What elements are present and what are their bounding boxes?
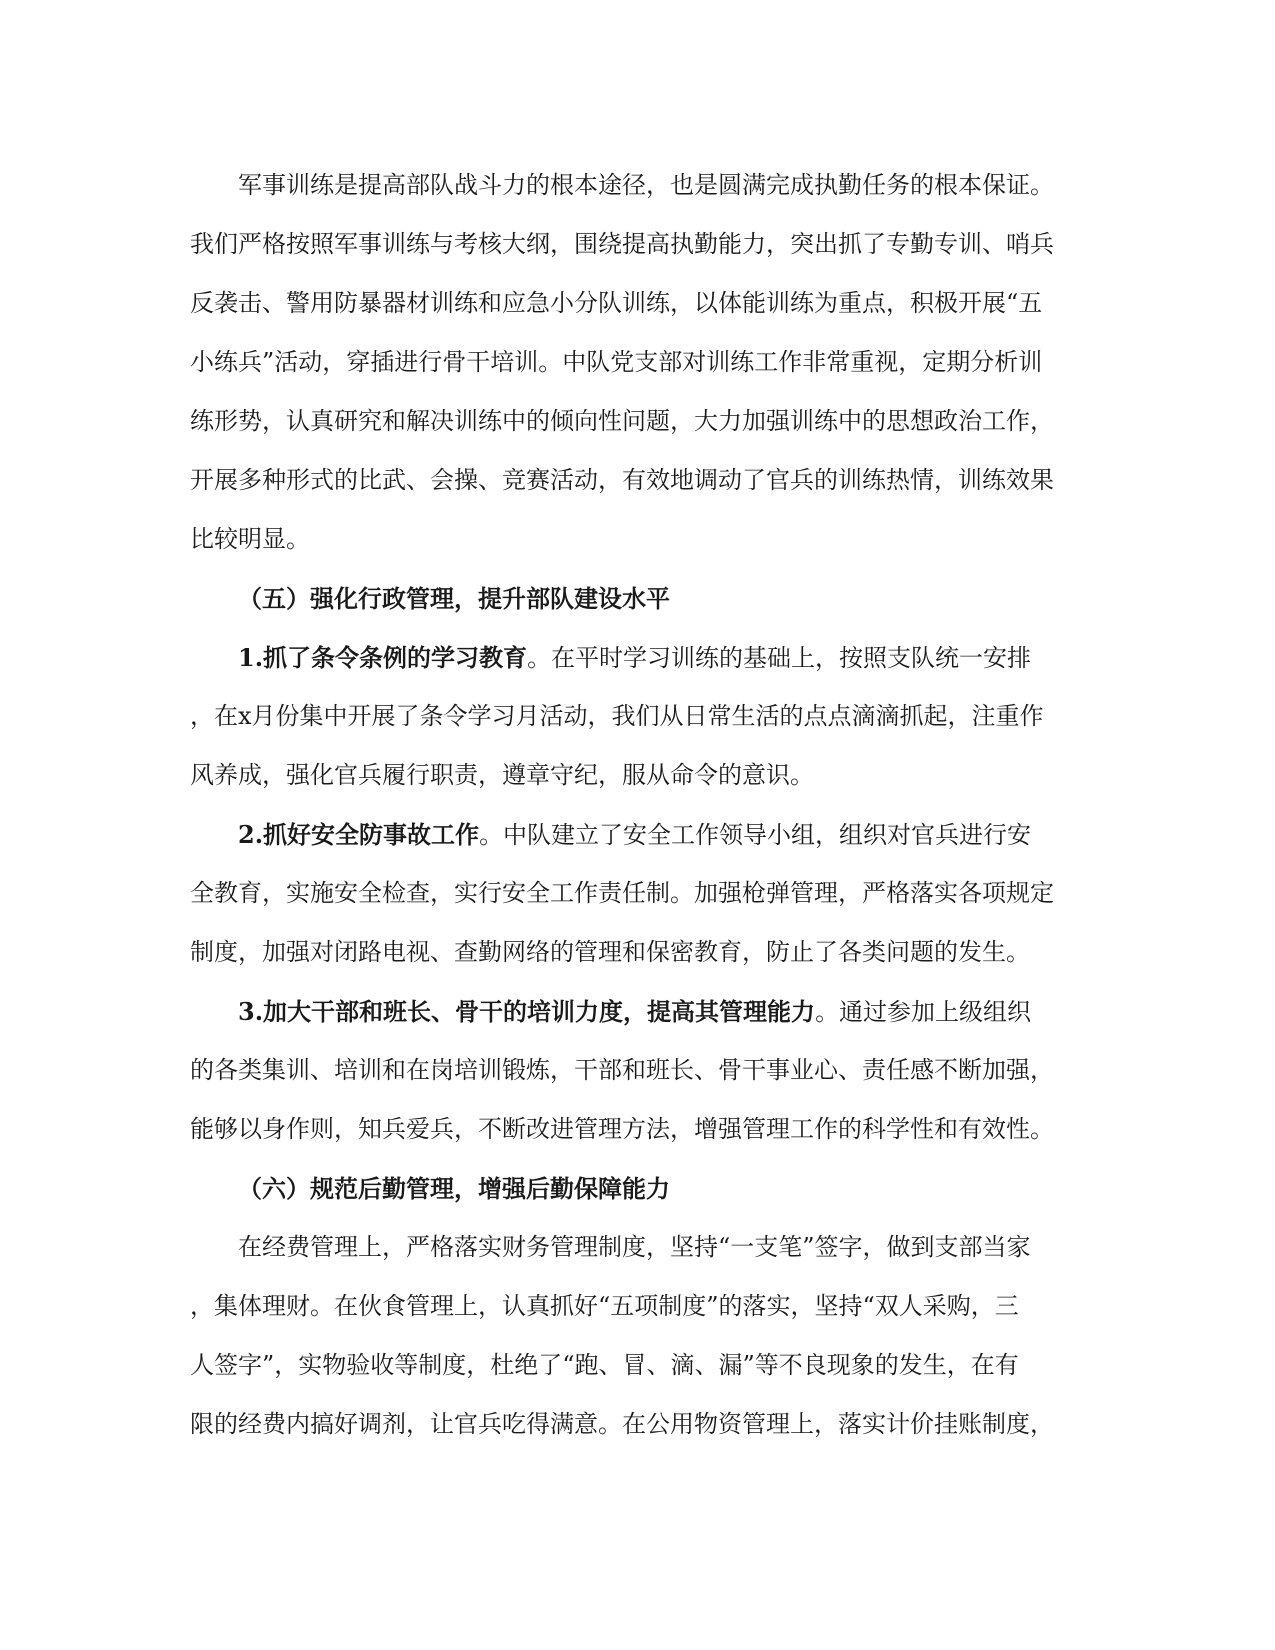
- paragraph-line: 的各类集训、培训和在岗培训锻炼，干部和班长、骨干事业心、责任感不断加强，: [190, 1056, 1054, 1084]
- section-heading-six: （六）规范后勤管理，增强后勤保障能力: [238, 1174, 670, 1203]
- item-lead: 1.抓了条令条例的学习教育: [238, 643, 528, 672]
- paragraph-line: 军事训练是提高部队战斗力的根本途径，也是圆满完成执勤任务的根本保证。: [238, 171, 1054, 199]
- item-text: 。在平时学习训练的基础上，按照支队统一安排: [527, 644, 1032, 672]
- paragraph-line: 比较明显。: [190, 525, 310, 553]
- item-cadre-training: [190, 982, 1090, 1159]
- paragraph-line: 风养成，强化官兵履行职责，遵章守纪，服从命令的意识。: [190, 761, 814, 789]
- paragraph-logistics: [190, 1218, 1090, 1454]
- paragraph-line: ，在x月份集中开展了条令学习月活动，我们从日常生活的点点滴滴抓起，注重作: [190, 702, 1044, 730]
- section-heading-five: （五）强化行政管理，提升部队建设水平: [238, 584, 670, 613]
- paragraph-line: ，集体理财。在伙食管理上，认真抓好“五项制度”的落实，坚持“双人采购，三: [190, 1292, 1019, 1320]
- paragraph-line: 我们严格按照军事训练与考核大纲，围绕提高执勤能力，突出抓了专勤专训、哨兵: [190, 230, 1054, 258]
- paragraph-line: 人签字”，实物验收等制度，杜绝了“跑、冒、滴、漏”等不良现象的发生，在有: [190, 1351, 1019, 1379]
- paragraph-line: [190, 805, 1090, 864]
- paragraph-military-training: [190, 156, 1090, 569]
- paragraph-line: [190, 982, 1090, 1041]
- paragraph-line: 全教育，实施安全检查，实行安全工作责任制。加强枪弹管理，严格落实各项规定: [190, 879, 1054, 907]
- item-lead: 3.加大干部和班长、骨干的培训力度，提高其管理能力: [238, 997, 816, 1026]
- paragraph-line: 在经费管理上，严格落实财务管理制度，坚持“一支笔”签字，做到支部当家: [238, 1233, 1031, 1261]
- paragraph-line: 练形势，认真研究和解决训练中的倾向性问题，大力加强训练中的思想政治工作，: [190, 407, 1054, 435]
- item-text: 。中队建立了安全工作领导小组，组织对官兵进行安: [479, 821, 1032, 849]
- paragraph-line: 开展多种形式的比武、会操、竞赛活动，有效地调动了官兵的训练热情，训练效果: [190, 466, 1054, 494]
- paragraph-line: 反袭击、警用防暴器材训练和应急小分队训练，以体能训练为重点，积极开展“五: [190, 289, 1043, 317]
- paragraph-line: 能够以身作则，知兵爱兵，不断改进管理方法，增强管理工作的科学性和有效性。: [190, 1115, 1054, 1143]
- paragraph-line: 制度，加强对闭路电视、查勤网络的管理和保密教育，防止了各类问题的发生。: [190, 938, 1030, 966]
- document-body: [190, 156, 1090, 1454]
- item-regulations-study: [190, 628, 1090, 805]
- item-lead: 2.抓好安全防事故工作: [238, 820, 480, 849]
- paragraph-line: 小练兵”活动，穿插进行骨干培训。中队党支部对训练工作非常重视，定期分析训: [190, 348, 1043, 376]
- paragraph-line: 限的经费内搞好调剂，让官兵吃得满意。在公用物资管理上，落实计价挂账制度，: [190, 1410, 1054, 1438]
- paragraph-line: [190, 628, 1090, 687]
- item-text: 。通过参加上级组织: [815, 998, 1032, 1026]
- item-safety-work: [190, 805, 1090, 982]
